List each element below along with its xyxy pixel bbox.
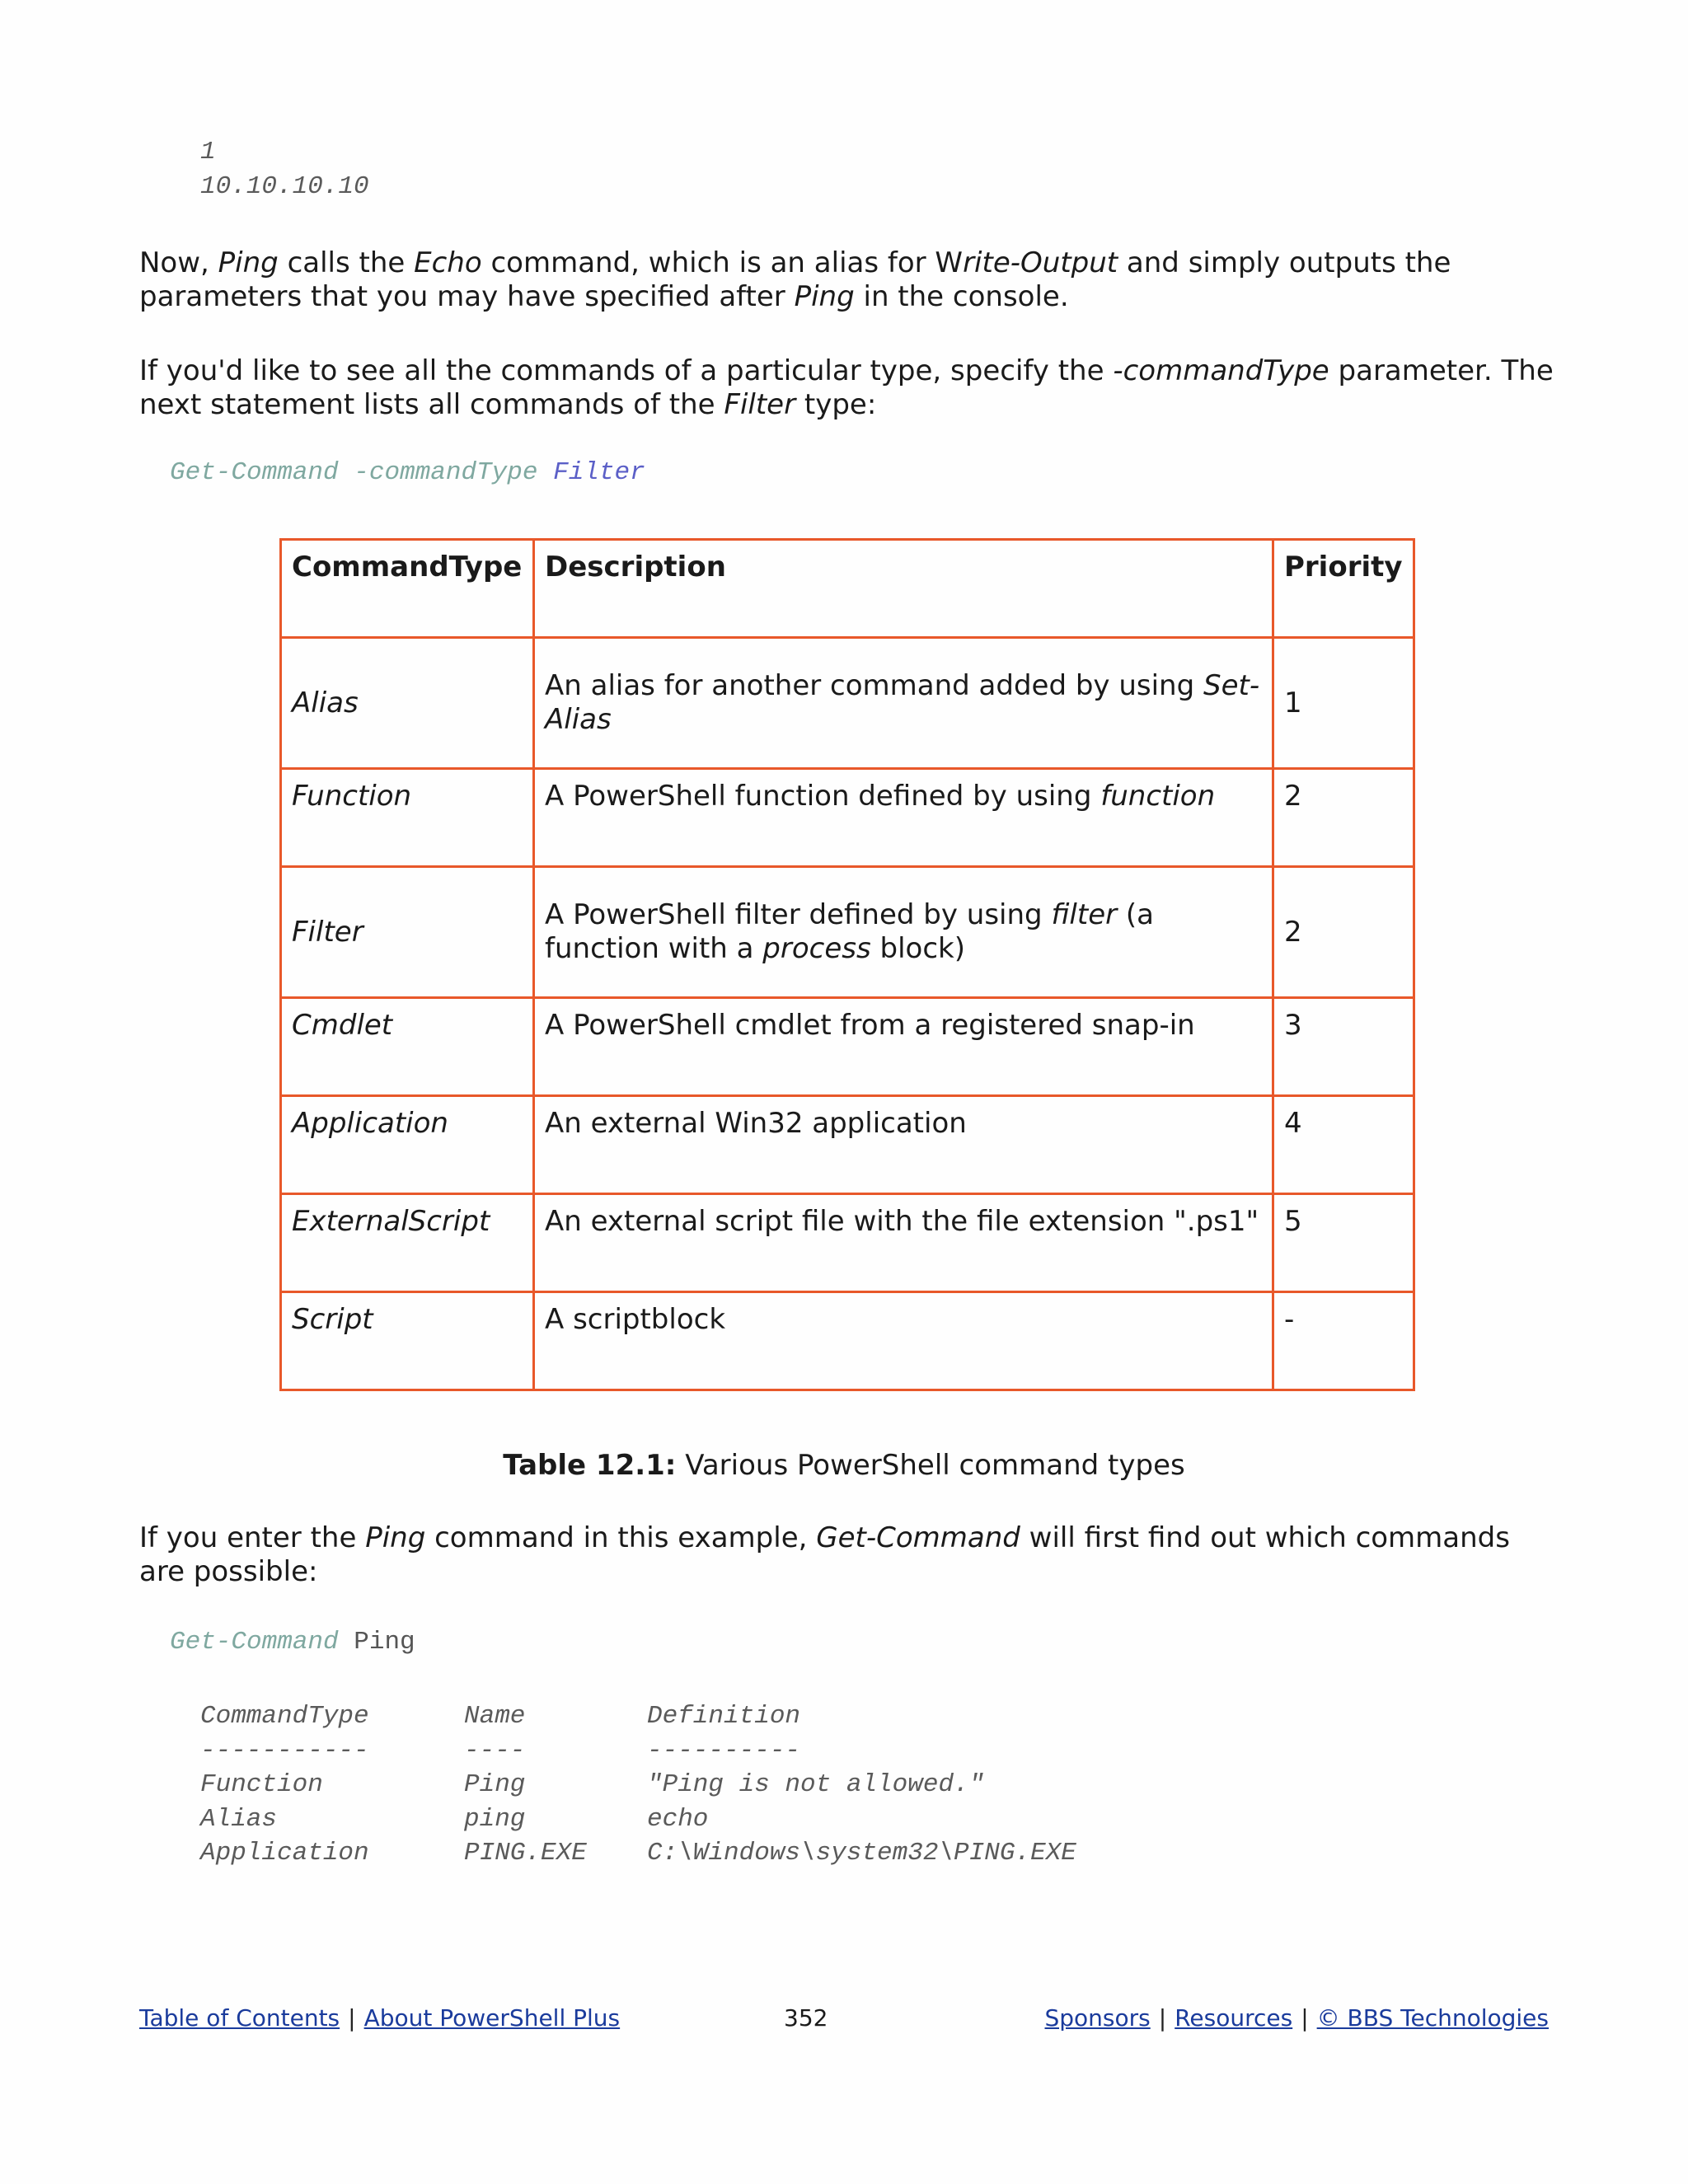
cell-text: ExternalScript bbox=[292, 1205, 490, 1238]
table-cell-type bbox=[281, 638, 534, 769]
table-cell-desc: A scriptblock bbox=[534, 1292, 1273, 1390]
text: Now, bbox=[139, 246, 218, 279]
footer-separator: | bbox=[1158, 2004, 1167, 2032]
code-arg: Ping bbox=[338, 1628, 415, 1657]
cell-text: An alias for another command added by using bbox=[545, 669, 1203, 702]
page-number: 352 bbox=[784, 2004, 828, 2032]
caption-text: Various PowerShell command types bbox=[676, 1449, 1185, 1482]
text: will first find out which commands are possible: bbox=[139, 1521, 1510, 1588]
cell-text: (a function with a bbox=[545, 898, 1155, 965]
paragraph-ping bbox=[139, 1521, 1557, 1589]
table-cell-desc: A PowerShell cmdlet from a registered snap-in bbox=[534, 998, 1273, 1096]
output-cell: ping bbox=[464, 1804, 526, 1834]
table-cell-desc bbox=[534, 769, 1273, 867]
text-italic: Get-Command bbox=[816, 1521, 1020, 1554]
text: in the console. bbox=[854, 280, 1069, 313]
cell-text: Script bbox=[292, 1303, 373, 1336]
table-cell-priority: 2 bbox=[1273, 867, 1414, 998]
table-row bbox=[281, 1194, 1414, 1292]
table-cell-desc bbox=[534, 867, 1273, 998]
footer-left bbox=[139, 2004, 620, 2032]
cell-text: Application bbox=[292, 1107, 448, 1140]
table-caption bbox=[0, 1449, 1688, 1482]
table-row bbox=[281, 769, 1414, 867]
output-cell: Function bbox=[200, 1770, 323, 1799]
output-row bbox=[200, 1836, 1224, 1871]
text: If you'd like to see all the commands of a particular type, specify the bbox=[139, 354, 1114, 387]
table-cell-priority: 4 bbox=[1273, 1096, 1414, 1194]
output-header-row bbox=[200, 1699, 1224, 1734]
output-row bbox=[200, 1768, 1224, 1802]
cell-text: A PowerShell function defined by using bbox=[545, 780, 1101, 813]
text-italic: Ping bbox=[365, 1521, 426, 1554]
cell-text: A PowerShell filter defined by using bbox=[545, 898, 1052, 931]
text: calls the bbox=[278, 246, 415, 279]
table-cell-type bbox=[281, 1292, 534, 1390]
output-cell: PING.EXE bbox=[464, 1839, 587, 1868]
cell-text-italic: Set-Alias bbox=[545, 669, 1260, 736]
cell-text-italic: function bbox=[1100, 780, 1216, 813]
output-row bbox=[200, 1802, 1224, 1837]
text-italic: Ping bbox=[794, 280, 855, 313]
footer-right bbox=[1045, 2004, 1550, 2032]
code-cmdlet: Get-Command bbox=[170, 458, 339, 487]
command-output bbox=[200, 1699, 1224, 1871]
table-header: Priority bbox=[1273, 540, 1414, 638]
table-cell-priority: 3 bbox=[1273, 998, 1414, 1096]
footer-separator: | bbox=[348, 2004, 356, 2032]
output-cell: Application bbox=[200, 1839, 369, 1868]
text-italic: rite-Output bbox=[963, 246, 1118, 279]
cell-text-italic: process bbox=[762, 932, 871, 965]
table-row bbox=[281, 1292, 1414, 1390]
table-cell-desc: An external Win32 application bbox=[534, 1096, 1273, 1194]
code-get-command-ping bbox=[170, 1625, 415, 1660]
table-row bbox=[281, 1096, 1414, 1194]
text: command in this example, bbox=[425, 1521, 817, 1554]
paragraph-echo bbox=[139, 246, 1557, 314]
output-cell: echo bbox=[647, 1804, 709, 1834]
code-line: 1 bbox=[200, 138, 216, 166]
table-row bbox=[281, 638, 1414, 769]
table-header-row bbox=[281, 540, 1414, 638]
code-get-command-filter bbox=[170, 456, 645, 490]
paragraph-commandtype bbox=[139, 354, 1557, 422]
table-cell-type bbox=[281, 998, 534, 1096]
text: and simply outputs the parameters that you may have specified after bbox=[139, 246, 1451, 313]
table-cell-priority: 5 bbox=[1273, 1194, 1414, 1292]
sponsors-link[interactable]: Sponsors bbox=[1044, 2004, 1151, 2032]
table-cell-type bbox=[281, 1194, 534, 1292]
resources-link[interactable]: Resources bbox=[1175, 2004, 1293, 2032]
output-cell: "Ping is not allowed." bbox=[647, 1770, 985, 1799]
output-cell: ----------- bbox=[200, 1736, 369, 1765]
code-cmdlet: Get-Command bbox=[170, 1628, 339, 1657]
caption-label: Table 12.1: bbox=[503, 1449, 677, 1482]
table-cell-priority: 2 bbox=[1273, 769, 1414, 867]
table-cell-priority: 1 bbox=[1273, 638, 1414, 769]
table-header: Description bbox=[534, 540, 1273, 638]
output-dash-row bbox=[200, 1734, 1224, 1769]
cell-text: Cmdlet bbox=[292, 1009, 393, 1042]
text-italic: Echo bbox=[414, 246, 482, 279]
about-powershell-plus-link[interactable]: About PowerShell Plus bbox=[363, 2004, 621, 2032]
text: type: bbox=[795, 388, 877, 421]
text: parameter. The next statement lists all commands of the bbox=[139, 354, 1554, 421]
code-value: Filter bbox=[553, 458, 645, 487]
output-cell: Ping bbox=[464, 1770, 526, 1799]
output-cell: ---- bbox=[464, 1736, 526, 1765]
text-italic: Ping bbox=[218, 246, 279, 279]
text-italic: Filter bbox=[724, 388, 796, 421]
cell-text: block) bbox=[870, 932, 965, 965]
output-cell: CommandType bbox=[200, 1702, 369, 1731]
table-cell-priority: - bbox=[1273, 1292, 1414, 1390]
table-row bbox=[281, 867, 1414, 998]
command-type-table bbox=[279, 538, 1415, 1391]
table-cell-desc bbox=[534, 638, 1273, 769]
text: command, which is an alias for W bbox=[481, 246, 964, 279]
code-param: -commandType bbox=[338, 458, 554, 487]
table-row bbox=[281, 998, 1414, 1096]
cell-text: Filter bbox=[292, 915, 363, 949]
text-italic: -commandType bbox=[1113, 354, 1329, 387]
output-cell: ---------- bbox=[647, 1736, 801, 1765]
table-cell-type bbox=[281, 867, 534, 998]
text: If you enter the bbox=[139, 1521, 366, 1554]
cell-text-italic: filter bbox=[1051, 898, 1118, 931]
output-cell: Alias bbox=[200, 1804, 278, 1834]
output-cell: Name bbox=[464, 1702, 526, 1731]
table-cell-type bbox=[281, 769, 534, 867]
output-cell: Definition bbox=[647, 1702, 801, 1731]
table-cell-desc: An external script file with the file extension ".ps1" bbox=[534, 1194, 1273, 1292]
page-footer bbox=[139, 2004, 1549, 2032]
cell-text: Function bbox=[292, 780, 412, 813]
table-of-contents-link[interactable]: Table of Contents bbox=[139, 2004, 340, 2032]
table-header: CommandType bbox=[281, 540, 534, 638]
output-cell: C:\Windows\system32\PING.EXE bbox=[647, 1839, 1076, 1868]
footer-separator: | bbox=[1301, 2004, 1309, 2032]
code-output-top bbox=[200, 135, 369, 204]
cell-text: Alias bbox=[292, 686, 359, 719]
table-cell-type bbox=[281, 1096, 534, 1194]
code-line: 10.10.10.10 bbox=[200, 172, 369, 201]
bbs-technologies-link[interactable]: © BBS Technologies bbox=[1316, 2004, 1549, 2032]
